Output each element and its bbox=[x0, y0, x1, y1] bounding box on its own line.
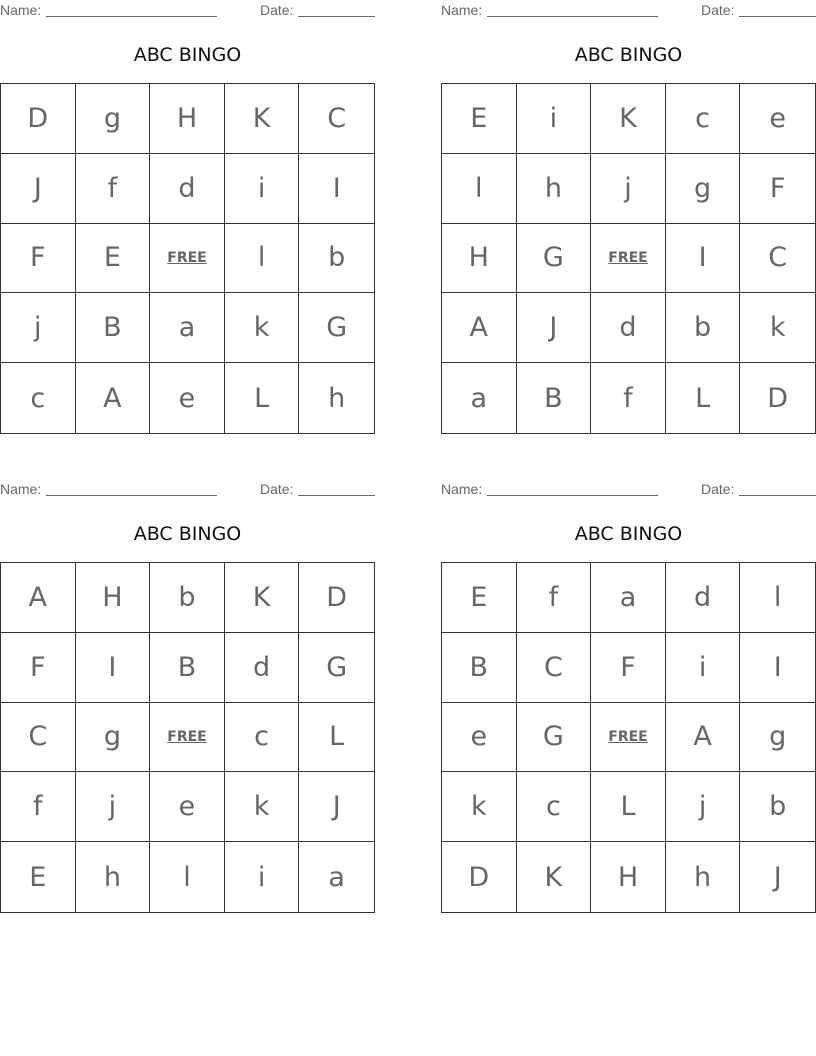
bingo-cell: k bbox=[442, 772, 517, 842]
bingo-cell: j bbox=[76, 772, 151, 842]
date-label: Date: bbox=[701, 2, 735, 18]
bingo-cell: b bbox=[299, 224, 374, 294]
bingo-cell: b bbox=[740, 772, 815, 842]
bingo-cell: f bbox=[76, 154, 151, 224]
bingo-grid bbox=[441, 83, 816, 434]
bingo-cell: E bbox=[442, 84, 517, 154]
bingo-cell: F bbox=[591, 633, 666, 703]
bingo-cell: G bbox=[517, 703, 592, 773]
bingo-cell: a bbox=[150, 293, 225, 363]
bingo-cell: K bbox=[591, 84, 666, 154]
bingo-cell: f bbox=[517, 563, 592, 633]
bingo-cell: d bbox=[666, 563, 741, 633]
bingo-grid bbox=[0, 562, 375, 913]
bingo-cell: L bbox=[225, 363, 300, 433]
bingo-card-3 bbox=[0, 479, 375, 914]
card-header bbox=[0, 0, 375, 20]
bingo-cell: I bbox=[299, 154, 374, 224]
bingo-cell: a bbox=[442, 363, 517, 433]
bingo-cell: J bbox=[517, 293, 592, 363]
bingo-cell: L bbox=[299, 703, 374, 773]
bingo-cell: K bbox=[225, 563, 300, 633]
bingo-cell: d bbox=[591, 293, 666, 363]
bingo-cell: k bbox=[225, 293, 300, 363]
date-blank-line bbox=[298, 495, 375, 496]
bingo-cell: h bbox=[76, 842, 151, 912]
bingo-cell: K bbox=[517, 842, 592, 912]
bingo-cell: g bbox=[740, 703, 815, 773]
bingo-cell: G bbox=[517, 224, 592, 294]
date-label: Date: bbox=[260, 481, 294, 497]
bingo-cell: d bbox=[225, 633, 300, 703]
bingo-cell: c bbox=[225, 703, 300, 773]
bingo-cell: I bbox=[666, 224, 741, 294]
bingo-cell: d bbox=[150, 154, 225, 224]
bingo-cell: D bbox=[442, 842, 517, 912]
date-label: Date: bbox=[260, 2, 294, 18]
bingo-cell: B bbox=[517, 363, 592, 433]
bingo-cell: h bbox=[666, 842, 741, 912]
name-blank-line bbox=[487, 16, 658, 17]
bingo-cell: I bbox=[740, 633, 815, 703]
bingo-cell: G bbox=[299, 633, 374, 703]
free-space: FREE bbox=[591, 224, 666, 294]
bingo-cell: C bbox=[1, 703, 76, 773]
card-header bbox=[441, 479, 816, 499]
card-title: ABC BINGO bbox=[133, 44, 242, 66]
card-header bbox=[0, 479, 375, 499]
name-label: Name: bbox=[0, 2, 42, 18]
name-label: Name: bbox=[441, 481, 483, 497]
bingo-cell: B bbox=[76, 293, 151, 363]
name-blank-line bbox=[487, 495, 658, 496]
free-space: FREE bbox=[150, 703, 225, 773]
bingo-cell: F bbox=[1, 633, 76, 703]
bingo-cell: G bbox=[299, 293, 374, 363]
bingo-cell: H bbox=[591, 842, 666, 912]
bingo-cell: J bbox=[1, 154, 76, 224]
bingo-cell: J bbox=[773, 861, 782, 893]
name-blank-line bbox=[46, 16, 217, 17]
bingo-cell: A bbox=[442, 293, 517, 363]
bingo-cell: c bbox=[517, 772, 592, 842]
bingo-cell: H bbox=[150, 84, 225, 154]
bingo-cell: h bbox=[328, 382, 346, 414]
bingo-cell: j bbox=[591, 154, 666, 224]
bingo-cell: a bbox=[591, 563, 666, 633]
bingo-cell: E bbox=[1, 842, 76, 912]
bingo-cell: L bbox=[591, 772, 666, 842]
card-header bbox=[441, 0, 816, 20]
bingo-cell: I bbox=[76, 633, 151, 703]
bingo-cell: H bbox=[442, 224, 517, 294]
bingo-cell: K bbox=[225, 84, 300, 154]
bingo-cell: C bbox=[740, 224, 815, 294]
bingo-cell: A bbox=[1, 563, 76, 633]
bingo-cell: k bbox=[740, 293, 815, 363]
bingo-cell: A bbox=[76, 363, 151, 433]
bingo-cell: C bbox=[517, 633, 592, 703]
bingo-cell: L bbox=[666, 363, 741, 433]
bingo-cell: l bbox=[740, 563, 815, 633]
bingo-cell: b bbox=[666, 293, 741, 363]
bingo-grid bbox=[441, 562, 816, 913]
bingo-cell: B bbox=[150, 633, 225, 703]
bingo-cell: e bbox=[150, 772, 225, 842]
bingo-cell: C bbox=[299, 84, 374, 154]
bingo-cell: g bbox=[76, 84, 151, 154]
bingo-cell: i bbox=[225, 154, 300, 224]
bingo-cell: i bbox=[666, 633, 741, 703]
bingo-card-2 bbox=[441, 0, 816, 435]
bingo-cell: D bbox=[1, 84, 76, 154]
name-label: Name: bbox=[0, 481, 42, 497]
bingo-cell: J bbox=[299, 772, 374, 842]
bingo-cell: c bbox=[1, 363, 76, 433]
name-label: Name: bbox=[441, 2, 483, 18]
bingo-card-4 bbox=[441, 479, 816, 914]
bingo-cell: i bbox=[225, 842, 300, 912]
bingo-cell: D bbox=[767, 382, 789, 414]
bingo-cell: b bbox=[150, 563, 225, 633]
bingo-cell: h bbox=[517, 154, 592, 224]
date-blank-line bbox=[739, 495, 816, 496]
card-title: ABC BINGO bbox=[574, 523, 683, 545]
bingo-cell: A bbox=[666, 703, 741, 773]
bingo-cell: D bbox=[299, 563, 374, 633]
bingo-cell: l bbox=[442, 154, 517, 224]
bingo-cell: e bbox=[150, 363, 225, 433]
card-title: ABC BINGO bbox=[133, 523, 242, 545]
date-blank-line bbox=[298, 16, 375, 17]
bingo-cell: l bbox=[225, 224, 300, 294]
bingo-cell: e bbox=[740, 84, 815, 154]
free-space: FREE bbox=[150, 224, 225, 294]
bingo-cell: E bbox=[442, 563, 517, 633]
bingo-cell: H bbox=[76, 563, 151, 633]
bingo-cell: k bbox=[225, 772, 300, 842]
bingo-cell: F bbox=[740, 154, 815, 224]
bingo-cell: f bbox=[591, 363, 666, 433]
date-label: Date: bbox=[701, 481, 735, 497]
bingo-cell: j bbox=[1, 293, 76, 363]
bingo-cell: E bbox=[76, 224, 151, 294]
bingo-cell: l bbox=[150, 842, 225, 912]
bingo-cell: e bbox=[442, 703, 517, 773]
bingo-cell: a bbox=[328, 861, 345, 893]
card-title: ABC BINGO bbox=[574, 44, 683, 66]
date-blank-line bbox=[739, 16, 816, 17]
free-space: FREE bbox=[591, 703, 666, 773]
bingo-cell: f bbox=[1, 772, 76, 842]
bingo-cell: g bbox=[76, 703, 151, 773]
bingo-cell: c bbox=[666, 84, 741, 154]
bingo-cell: j bbox=[666, 772, 741, 842]
bingo-grid bbox=[0, 83, 375, 434]
name-blank-line bbox=[46, 495, 217, 496]
bingo-card-1 bbox=[0, 0, 375, 435]
bingo-cell: i bbox=[517, 84, 592, 154]
bingo-cell: g bbox=[666, 154, 741, 224]
bingo-cell: F bbox=[1, 224, 76, 294]
bingo-cell: B bbox=[442, 633, 517, 703]
